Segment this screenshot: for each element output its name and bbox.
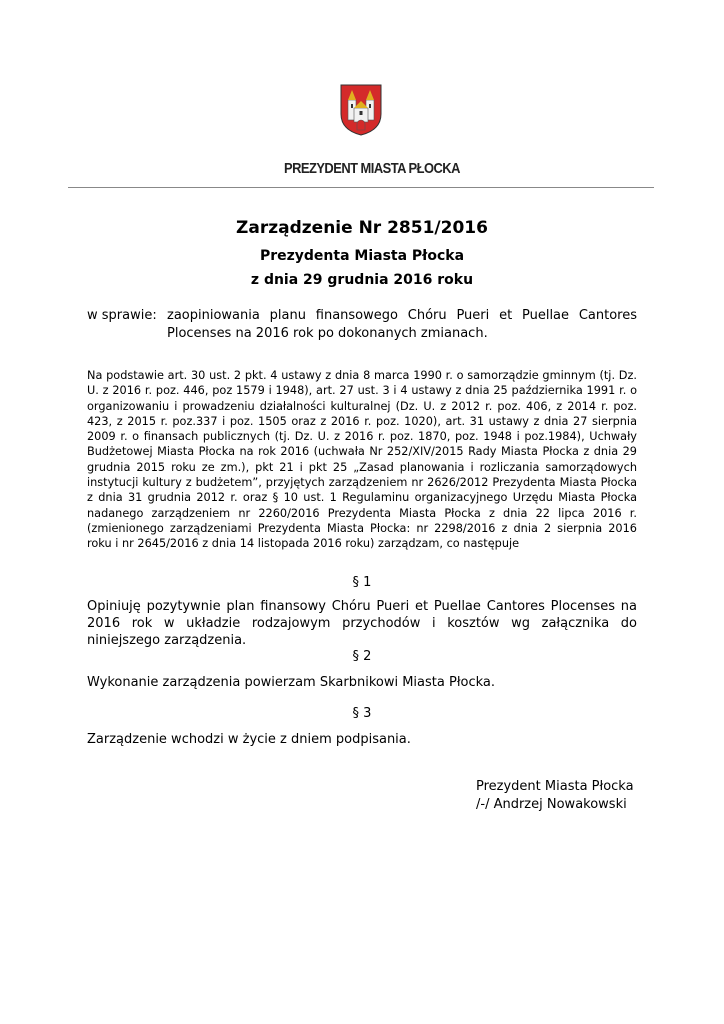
subject-text: zaopiniowania planu finansowego Chóru Pueri et Puellae Cantores Plocenses na 2016 rok po dokonanych zmianach. (167, 308, 637, 341)
signature-block (476, 778, 634, 814)
header-divider (68, 187, 654, 188)
section-text-1: Opiniuję pozytywnie plan finansowy Chóru Pueri et Puellae Cantores Plocenses na 2016 rok w układzie rodzajowym przychodów i kosztów wg załącznika do niniejszego zarządzenia. (87, 599, 637, 648)
section-text-2: Wykonanie zarządzenia powierzam Skarbnikowi Miasta Płocka. (87, 675, 496, 690)
subject-block (87, 307, 637, 343)
legal-basis: Na podstawie art. 30 ust. 2 pkt. 4 ustawy z dnia 8 marca 1990 r. o samorządzie gminnym (tj. Dz. U. z 2016 r. poz. 446, poz 1579 i 1948), art. 27 ust. 3 i 4 ustawy z dnia 25 października 1991 r. o organizowaniu i prowadzeniu działalności kulturalnej (Dz. U. z 2012 r. poz. 406, z 2014 r. poz. 423, z 2015 r. poz.337 i poz. 1505 oraz z 2016 r. poz. 1020), art. 31 ustawy z dnia 27 sierpnia 2009 r. o finansach publicznych (tj. Dz. U. z 2016 r. poz. 1870, poz. 1948 i poz.1984), Uchwały Budżetowej Miasta Płocka na rok 2016 (uchwała Nr 252/XIV/2015 Rady Miasta Płocka z dnia 29 grudnia 2015 roku ze zm.), pkt 21 i pkt 25 „Zasad planowania i rozliczania samorządowych instytucji kultury z budżetem”, przyjętych zarządzeniem nr 2626/2012 Prezydenta Miasta Płocka z dnia 31 grudnia 2012 r. oraz § 10 ust. 1 Regulaminu organizacyjnego Urzędu Miasta Płocka nadanego zarządzeniem nr 2260/2016 Prezydenta Miasta Płocka z dnia 22 lipca 2016 r. (zmienionego zarządzeniami Prezydenta Miasta Płocka: nr 2298/2016 z dnia 2 sierpnia 2016 roku i nr 2645/2016 z dnia 14 listopada 2016 roku) zarządzam, co następuje (87, 369, 637, 551)
subject-label: w sprawie: (87, 308, 157, 323)
document-date: z dnia 29 grudnia 2016 roku (250, 272, 474, 288)
plock-coat-of-arms-icon (340, 84, 382, 136)
organization-header: PREZYDENT MIASTA PŁOCKA (284, 160, 460, 177)
document-title: Zarządzenie Nr 2851/2016 (236, 218, 488, 238)
document-issuer: Prezydenta Miasta Płocka (259, 248, 465, 264)
section-text-3: Zarządzenie wchodzi w życie z dniem podpisania. (87, 732, 411, 747)
section-mark-2: § 2 (352, 649, 372, 664)
signature-name: /-/ Andrzej Nowakowski (476, 797, 627, 812)
signature-title: Prezydent Miasta Płocka (476, 779, 634, 794)
section-mark-3: § 3 (352, 706, 372, 721)
section-mark-1: § 1 (352, 575, 372, 590)
